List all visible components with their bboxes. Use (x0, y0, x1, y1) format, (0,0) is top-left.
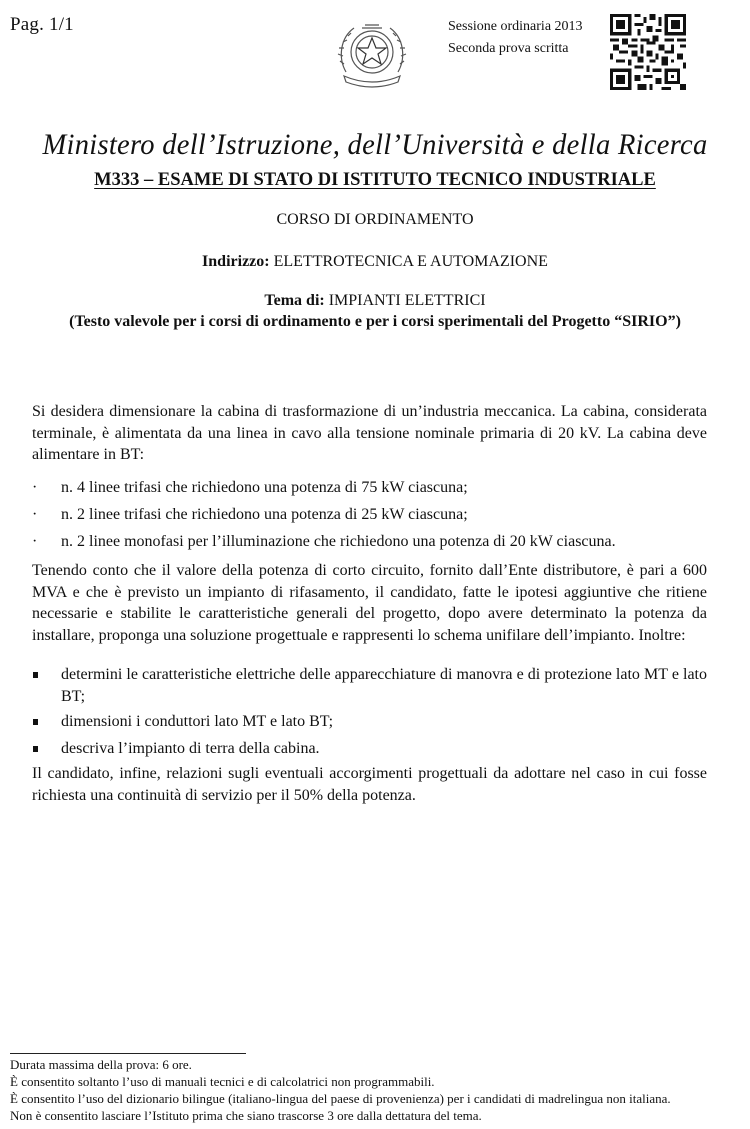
bullet-dot-icon: · (32, 533, 38, 550)
exam-title: M333 – ESAME DI STATO DI ISTITUTO TECNICO INDUSTRIALE (94, 170, 656, 190)
footer-line: Non è consentito lasciare l’Istituto prima che siano trascorse 3 ore dalla dettatura del tema. (10, 1108, 482, 1123)
task-text: dimensioni i conduttori lato MT e lato BT; (61, 713, 334, 730)
square-bullet-icon (33, 719, 38, 725)
load-text: n. 2 linee monofasi per l’illuminazione che richiedono una potenza di 20 kW ciascuna. (61, 533, 616, 550)
italian-republic-emblem-icon (332, 14, 412, 94)
task-text: determini le caratteristiche elettriche delle apparecchiature di manovra e di protezione lato MT e lato BT; (61, 666, 707, 705)
ministry-name: Ministero dell’Istruzione, dell’Università e della Ricerca (42, 128, 708, 161)
theme-value: IMPIANTI ELETTRICI (324, 292, 486, 309)
address-label: Indirizzo: (202, 253, 270, 270)
test-name-label: Seconda prova scritta (448, 41, 569, 56)
footer-line: È consentito l’uso del dizionario bilingue (italiano-lingua del paese di provenienza) per i candidati di madrelingua non italiana. (10, 1091, 671, 1106)
qr-code-icon (610, 14, 686, 90)
footer-notes (10, 1056, 740, 1124)
task-text: descriva l’impianto di terra della cabina. (61, 740, 320, 757)
session-info (448, 16, 583, 60)
address-value: ELETTROTECNICA E AUTOMAZIONE (269, 253, 548, 270)
footer-divider (10, 1053, 246, 1054)
requirements-paragraph: Tenendo conto che il valore della potenza di corto circuito, fornito dall’Ente distributore, è pari a 600 MVA e che è previsto un impianto di rifasamento, il candidato, fatte le ipotesi aggiuntive che ritiene necessarie e stabilite le caratteristiche generali del progetto, dopo avere determinato la potenza da installare, proponga una soluzione progettuale e rappresenti lo schema unifilare dell’impianto. Inoltre: (32, 562, 707, 644)
task-item (32, 664, 707, 708)
validity-note: (Testo valevole per i corsi di ordinamento e per i corsi sperimentali del Progetto “SIRIO”) (69, 313, 681, 330)
closing-paragraph: Il candidato, infine, relazioni sugli eventuali accorgimenti progettuali da adottare nel caso in cui fosse richiesta una continuità di servizio per il 50% della potenza. (32, 765, 707, 804)
bullet-dot-icon: · (32, 479, 38, 496)
square-bullet-icon (33, 746, 38, 752)
address-line (0, 253, 750, 271)
intro-paragraph: Si desidera dimensionare la cabina di trasformazione di un’industria meccanica. La cabina, considerata terminale, è alimentata da una linea in cavo alla tensione nominale primaria di 20 kV. La cabina deve alimentare in BT: (32, 403, 707, 463)
theme-line (0, 292, 750, 310)
footer-line: Durata massima della prova: 6 ore. (10, 1057, 192, 1072)
footer-line: È consentito soltanto l’uso di manuali tecnici e di calcolatrici non programmabili. (10, 1074, 435, 1089)
square-bullet-icon (33, 672, 38, 678)
course-type: CORSO DI ORDINAMENTO (276, 211, 474, 228)
theme-label: Tema di: (264, 292, 325, 309)
session-label: Sessione ordinaria 2013 (448, 19, 583, 34)
page-number: Pag. 1/1 (10, 14, 74, 35)
load-text: n. 2 linee trifasi che richiedono una potenza di 25 kW ciascuna; (61, 506, 468, 523)
load-text: n. 4 linee trifasi che richiedono una potenza di 75 kW ciascuna; (61, 479, 468, 496)
bullet-dot-icon: · (32, 506, 38, 523)
